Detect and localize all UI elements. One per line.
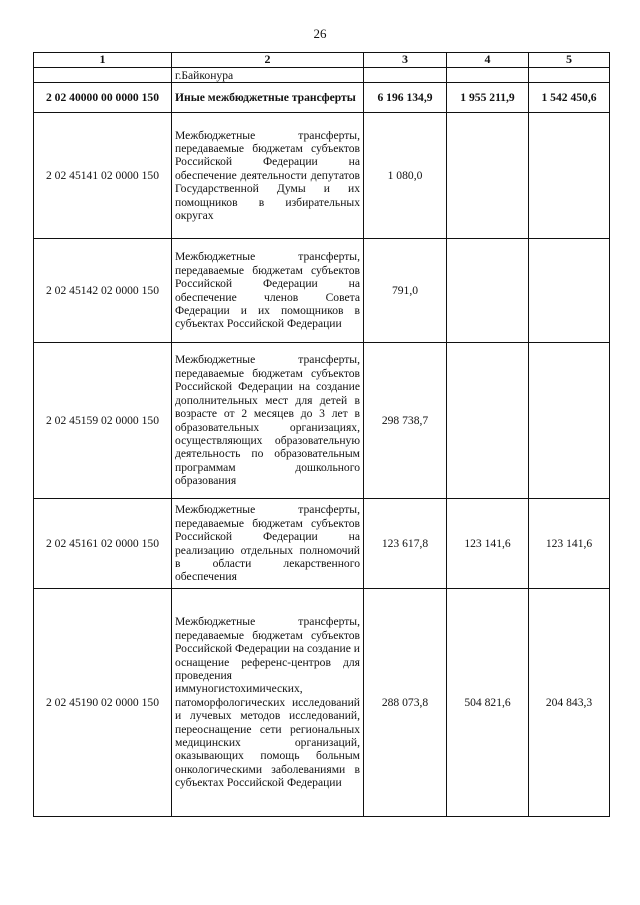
row-code: 2 02 45141 02 0000 150 — [34, 113, 172, 239]
row-name: г.Байконура — [172, 68, 364, 83]
row-value-col5 — [529, 239, 610, 343]
row-value-col3: 298 738,7 — [364, 343, 447, 499]
row-value-col5 — [529, 68, 610, 83]
table-row — [34, 499, 610, 589]
row-value-col4 — [447, 113, 529, 239]
table-row — [34, 239, 610, 343]
row-value-col5: 1 542 450,6 — [529, 83, 610, 113]
row-value-col4 — [447, 239, 529, 343]
table-row — [34, 83, 610, 113]
row-value-col5 — [529, 343, 610, 499]
table-row — [34, 589, 610, 817]
row-code: 2 02 45159 02 0000 150 — [34, 343, 172, 499]
row-value-col4 — [447, 68, 529, 83]
row-value-col4: 123 141,6 — [447, 499, 529, 589]
row-name: Межбюджетные трансферты, передаваемые бюджетам субъектов Российской Федерации на обеспечение деятельности депутатов Государственной Думы и их помощников в избирательных округах — [172, 113, 364, 239]
header-col-4: 4 — [447, 53, 529, 68]
row-code: 2 02 45190 02 0000 150 — [34, 589, 172, 817]
page-number: 26 — [313, 26, 327, 41]
row-value-col5 — [529, 113, 610, 239]
header-col-1: 1 — [34, 53, 172, 68]
row-code: 2 02 45161 02 0000 150 — [34, 499, 172, 589]
header-col-5: 5 — [529, 53, 610, 68]
row-value-col3 — [364, 68, 447, 83]
row-value-col3: 288 073,8 — [364, 589, 447, 817]
header-col-3: 3 — [364, 53, 447, 68]
row-name: Межбюджетные трансферты, передаваемые бюджетам субъектов Российской Федерации на обеспечение членов Совета Федерации и их помощников в субъектах Российской Федерации — [172, 239, 364, 343]
continuation-row — [34, 68, 610, 83]
row-value-col5: 204 843,3 — [529, 589, 610, 817]
row-value-col3: 6 196 134,9 — [364, 83, 447, 113]
row-name: Межбюджетные трансферты, передаваемые бюджетам субъектов Российской Федерации на реализацию отдельных полномочий в области лекарственного обеспечения — [172, 499, 364, 589]
row-value-col3: 791,0 — [364, 239, 447, 343]
row-code — [34, 68, 172, 83]
row-value-col3: 123 617,8 — [364, 499, 447, 589]
row-value-col4: 504 821,6 — [447, 589, 529, 817]
row-value-col5: 123 141,6 — [529, 499, 610, 589]
row-name: Межбюджетные трансферты, передаваемые бюджетам субъектов Российской Федерации на создание и оснащение референс-центров для проведения иммуногистохимических, патоморфологических исследований и лучевых методов исследований, переоснащение сети региональных медицинских организаций, оказывающих помощь больным онкологическими заболеваниями в субъектах Российской Федерации — [172, 589, 364, 817]
budget-table — [33, 52, 610, 817]
row-name: Межбюджетные трансферты, передаваемые бюджетам субъектов Российской Федерации на создание дополнительных мест для детей в возрасте от 2 месяцев до 3 лет в образовательных организациях, осуществляющих образовательную деятельность по образовательным программам дошкольного образования — [172, 343, 364, 499]
row-value-col4: 1 955 211,9 — [447, 83, 529, 113]
table-header-row — [34, 53, 610, 68]
row-value-col4 — [447, 343, 529, 499]
row-value-col3: 1 080,0 — [364, 113, 447, 239]
row-code: 2 02 45142 02 0000 150 — [34, 239, 172, 343]
table-row — [34, 343, 610, 499]
table-row — [34, 113, 610, 239]
header-col-2: 2 — [172, 53, 364, 68]
row-code: 2 02 40000 00 0000 150 — [34, 83, 172, 113]
row-name: Иные межбюджетные трансферты — [172, 83, 364, 113]
